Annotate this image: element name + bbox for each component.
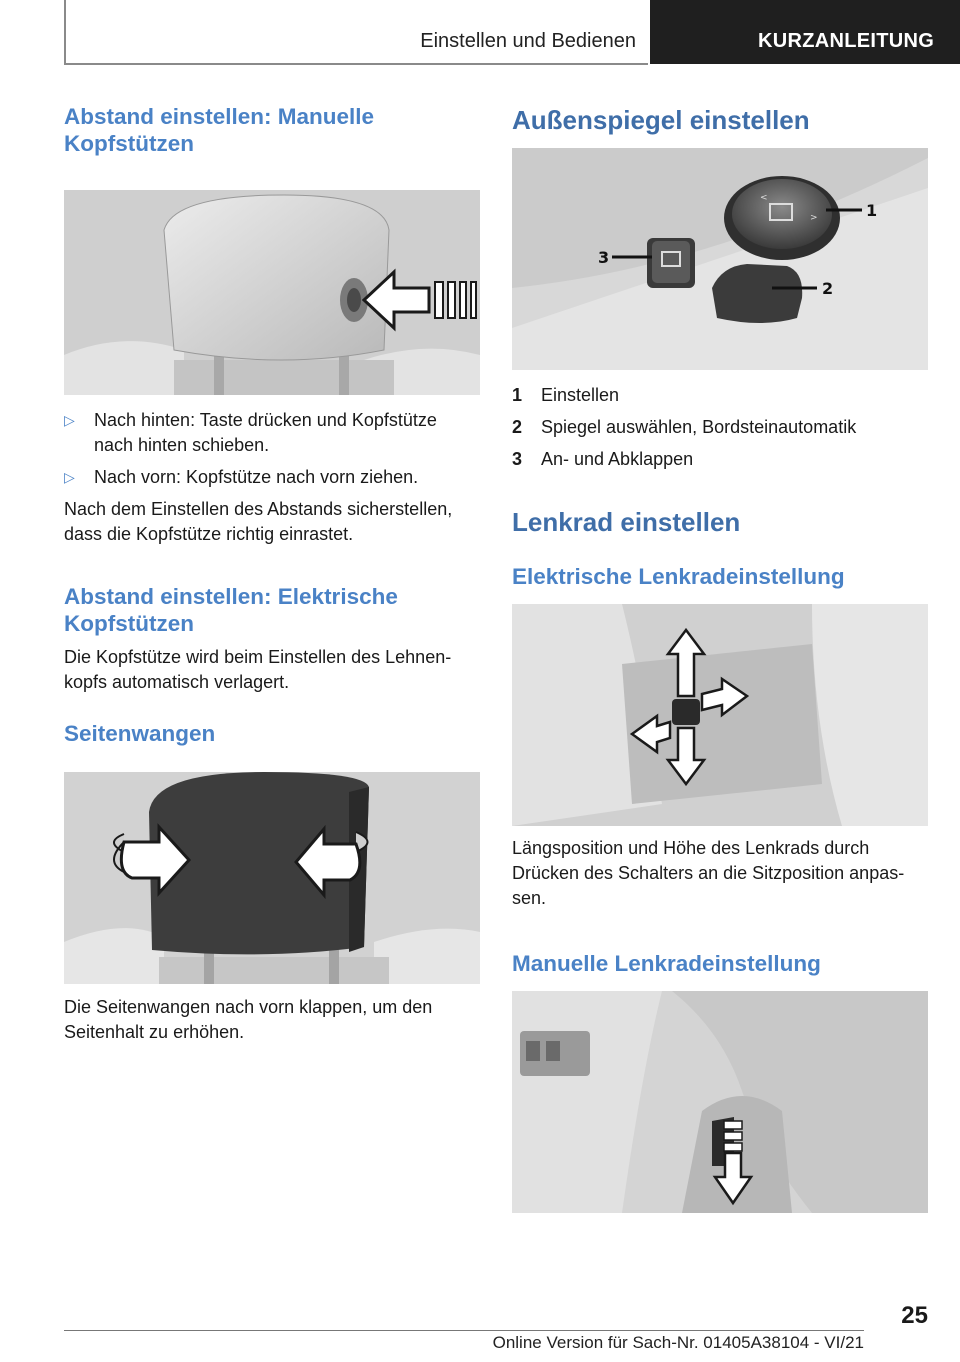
footer-rule <box>64 1330 864 1331</box>
electric-steering-figure <box>512 604 928 826</box>
header-tab-label[interactable]: KURZANLEITUNG <box>650 0 960 64</box>
paragraph-side-bolsters: Die Seitenwangen nach vorn klappen, um den Seitenhalt zu erhöhen. <box>64 997 433 1042</box>
bullet-item: ▷ Nach vorn: Kopfstütze nach vorn ziehen. <box>64 465 480 490</box>
heading-manual-headrest: Abstand einstellen: Manuelle Kopfstützen <box>64 104 375 156</box>
paragraph-electric-steering: Längsposition und Höhe des Lenkrads durch Drücken des Schalters an die Sitzposition anpassen. <box>512 838 905 908</box>
header-section-title: Einstellen und Bedienen <box>420 30 636 52</box>
footer-online-version: Online Version für Sach-Nr. 01405A38104 - VI/21 <box>492 1333 864 1352</box>
manual-steering-figure <box>512 991 928 1213</box>
heading-electric-headrest: Abstand einstellen: Elektrische Kopfstützen <box>64 584 398 636</box>
legend-item: 3 An- und Abklappen <box>512 449 694 469</box>
heading-steering-wheel: Lenkrad einstellen <box>512 507 741 537</box>
bullet-item: ▷ Nach hinten: Taste drücken und Kopfstütze nach hinten schieben. <box>64 410 437 455</box>
heading-electric-steering: Elektrische Lenkradeinstellung <box>512 564 845 589</box>
callout-2: 2 <box>822 279 834 298</box>
heading-mirror: Außenspiegel einstellen <box>512 105 810 135</box>
triangle-bullet-icon: ▷ <box>64 412 75 428</box>
callout-1: 1 <box>866 201 878 220</box>
svg-text:>: > <box>810 213 818 223</box>
headrest-figure <box>64 190 480 395</box>
heading-side-bolsters: Seitenwangen <box>64 721 216 746</box>
svg-text:<: < <box>760 193 768 203</box>
side-bolster-figure <box>64 772 480 984</box>
paragraph-after-adjust: Nach dem Einstellen des Abstands sicherstellen, dass die Kopfstütze richtig einrastet. <box>64 499 453 544</box>
legend-item: 1 Einstellen <box>512 385 620 405</box>
triangle-bullet-icon: ▷ <box>64 469 75 485</box>
legend-item: 2 Spiegel auswählen, Bordsteinautomatik <box>512 417 857 437</box>
callout-3: 3 <box>598 248 610 267</box>
page-number: 25 <box>901 1302 928 1329</box>
mirror-controls-figure <box>512 148 928 370</box>
heading-manual-steering: Manuelle Lenkradeinstellung <box>512 951 821 976</box>
paragraph-electric-headrest: Die Kopfstütze wird beim Einstellen des Lehnenkopfs automatisch verlagert. <box>64 647 452 692</box>
